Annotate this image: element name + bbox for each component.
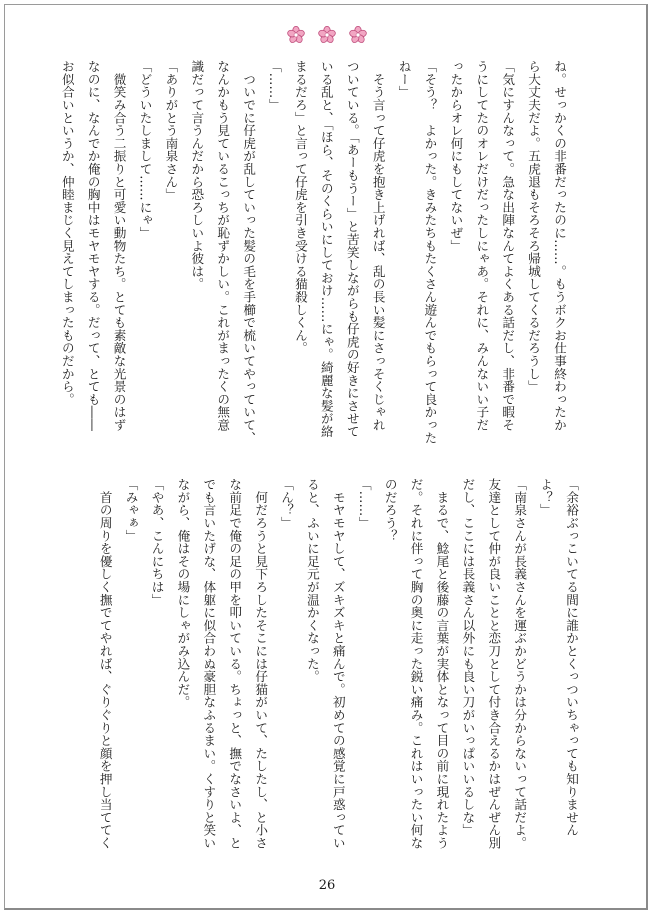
text-column: ついでに仔虎が乱していった髪の毛を手櫛で梳いてやっていて、 bbox=[241, 60, 257, 444]
text-column: 「……」 bbox=[267, 60, 283, 112]
text-column: 「ん？」 bbox=[279, 478, 295, 530]
text-column: ら大丈夫だよ。五虎退もそろそろ帰城してくるだろうし」 bbox=[526, 60, 542, 393]
text-column: 「みゃぁ」 bbox=[123, 478, 139, 542]
text-column: でも言いたげな、体躯に似合わぬ豪胆なふるまい。くすりと笑い bbox=[201, 478, 217, 850]
text-column: ると、ふいに足元が温かくなった。 bbox=[304, 478, 320, 683]
text-column: いる乱と、「ほら、そのくらいにしておけ……にゃ。綺麗な髪が絡 bbox=[318, 60, 334, 438]
text-column: 識だって言うんだから恐ろしいよ彼は。 bbox=[189, 60, 205, 291]
text-column: 「どういたしまして……にゃ」 bbox=[137, 60, 153, 240]
text-column: なのに、なんでか俺の胸中はモヤモヤする。だって、とても―― bbox=[85, 60, 101, 432]
text-column: 首の周りを優しく撫でてやれば、ぐりぐりと顔を押し当ててく bbox=[97, 478, 113, 850]
text-column: うにしてたのオレだけだったしにゃあ。それに、みんないい子だ bbox=[474, 60, 490, 432]
text-column: なんかもう見ているこっちが恥ずかしい。これがまったくの無意 bbox=[215, 60, 231, 432]
flower-ornament-row bbox=[0, 26, 654, 46]
text-column: そう言って仔虎を抱き上げれば、乱の長い髪にさっそくじゃれ bbox=[370, 60, 386, 432]
text-column: まるだろ」と言って仔虎を引き受ける猫殺しくん。 bbox=[292, 60, 308, 355]
text-column: 「余裕ぶっこいてる間に誰かとくっついちゃっても知りません bbox=[564, 478, 579, 837]
text-column: 何だろうと見下ろしたそこには仔猫がいて、たしたし、と小さ bbox=[253, 478, 269, 850]
text-column: 微笑み合う二振りと可愛い動物たち。とても素敵な光景のはず bbox=[111, 60, 127, 432]
page-number: 26 bbox=[318, 878, 336, 893]
text-column: ったからオレ何にもしてないぜ」 bbox=[448, 60, 464, 252]
lower-text-block bbox=[92, 478, 584, 878]
text-column: 「ありがとう南泉さん」 bbox=[163, 60, 179, 201]
text-column: まるで、鯰尾と後藤の言葉が実体となって目の前に現れたよう bbox=[434, 478, 450, 850]
cherry-blossom-icon bbox=[349, 26, 367, 44]
text-column: ねー」 bbox=[396, 60, 412, 99]
text-column: な前足で俺の足の甲を叩いている。ちょっと、撫でなさいよ、と bbox=[227, 478, 243, 850]
text-column: よ？」 bbox=[538, 478, 554, 517]
text-column: 「気にすんなって。急な出陣なんてよくある話だし、非番で暇そ bbox=[500, 60, 516, 432]
text-column: 「やあ、こんにちは」 bbox=[149, 478, 165, 606]
text-column: お似合いというか、仲睦まじく見えてしまったものだから。 bbox=[59, 60, 75, 406]
text-column: 「……」 bbox=[356, 478, 372, 530]
cherry-blossom-icon bbox=[318, 26, 336, 44]
text-column: モヤモヤして、ズキズキと痛んで。初めての感覚に戸惑ってい bbox=[330, 478, 346, 850]
upper-text-block bbox=[54, 60, 572, 444]
text-column: ついている。「あーもうー」と苦笑しながらも仔虎の好きにさせて bbox=[344, 60, 360, 438]
text-column: 「南泉さんが長義さんを運ぶかどうかは分からないって話だよ。 bbox=[512, 478, 528, 850]
text-column: ながら、俺はその場にしゃがみ込んだ。 bbox=[175, 478, 191, 709]
text-column: だ。それに伴って胸の奥に走った鋭い痛み。これはいったい何な bbox=[408, 478, 424, 850]
text-column: ね。せっかくの非番だったのに……。もうボクお仕事終わったか bbox=[552, 60, 567, 432]
text-column: 友達として仲が良いことと恋刀として付き合えるかはぜんぜん別 bbox=[486, 478, 502, 850]
cherry-blossom-icon bbox=[287, 26, 305, 44]
text-column: だし、ここには長義さん以外にも良い刀がいっぱいいるしな」 bbox=[460, 478, 476, 837]
text-column: のだろう？ bbox=[382, 478, 398, 542]
text-column: 「そう？ よかった。きみたちもたくさん遊んでもらって良かった bbox=[422, 60, 438, 444]
